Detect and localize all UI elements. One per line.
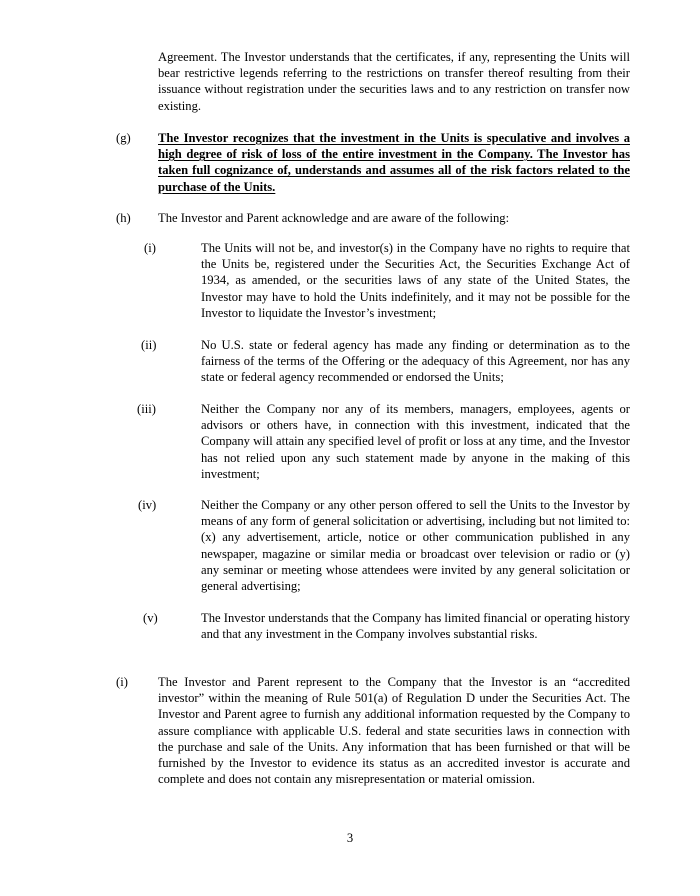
section-i-text: The Investor and Parent represent to the Company that the Investor is an “accredited investor” within the meaning of Rule 501(a) of Regulation D under the Securities Act. The Investor and Parent agree to furnish any additional information requested by the Company to assure compliance with applicable U.S. federal and state securities laws in connection with the purchase and sale of the Units. Any information that has been furnished or that will be furnished by the Investor to evidence its status as an accredited investor is accurate and complete and does not contain any misrepresentation or material omission. bbox=[158, 675, 630, 787]
item-iii-text: Neither the Company nor any of its members, managers, employees, agents or advisors or others have, in connection with this investment, indicated that the Company will attain any specified level of profit or loss at any time, and the Investor has not relied upon any such statement made by anyone in the making of this investment; bbox=[201, 402, 630, 481]
item-iii-label: (iii) bbox=[137, 402, 156, 416]
item-v-label: (v) bbox=[143, 611, 158, 625]
section-g-label: (g) bbox=[116, 131, 131, 145]
item-iv-text: Neither the Company or any other person offered to sell the Units to the Investor by means of any form of general solicitation or advertising, including but not limited to: (x) any advertisement, article, notice or other communication published in any newspaper, magazine or similar media or broadcast over television or radio or (y) any seminar or meeting whose attendees were invited by any general solicitation or general advertising; bbox=[201, 498, 630, 594]
item-ii-label: (ii) bbox=[141, 338, 157, 352]
intro-paragraph: Agreement. The Investor understands that the certificates, if any, representing the Units will bear restrictive legends referring to the restrictions on transfer thereof resulting from their issuance without registration under the securities laws and to any restriction on transfer now existing. bbox=[158, 50, 630, 113]
section-g-text: The Investor recognizes that the investment in the Units is speculative and involves a high degree of risk of loss of the entire investment in the Company. The Investor has taken full cognizance of, understands and assumes all of the risk factors related to the purchase of the Units. bbox=[158, 131, 630, 194]
item-ii-text: No U.S. state or federal agency has made any finding or determination as to the fairness of the terms of the Offering or the adequacy of this Agreement, nor has any state or federal agency recommended or endorsed the Units; bbox=[201, 338, 630, 385]
section-i-label: (i) bbox=[116, 675, 128, 689]
section-h-text: The Investor and Parent acknowledge and are aware of the following: bbox=[158, 211, 510, 225]
item-v-text: The Investor understands that the Company has limited financial or operating history and that any investment in the Company involves substantial risks. bbox=[201, 611, 630, 642]
section-h-label: (h) bbox=[116, 211, 131, 225]
page-number: 3 bbox=[346, 831, 354, 845]
item-i-label: (i) bbox=[144, 241, 156, 255]
item-iv-label: (iv) bbox=[138, 498, 157, 512]
item-i-text: The Units will not be, and investor(s) in the Company have no rights to require that the Units be, registered under the Securities Act, the Securities Exchange Act of 1934, as amended, or the securities laws of any state of the United States, the Investor may have to hold the Units indefinitely, and it may not be possible for the Investor to liquidate the Investor’s investment; bbox=[201, 241, 630, 320]
